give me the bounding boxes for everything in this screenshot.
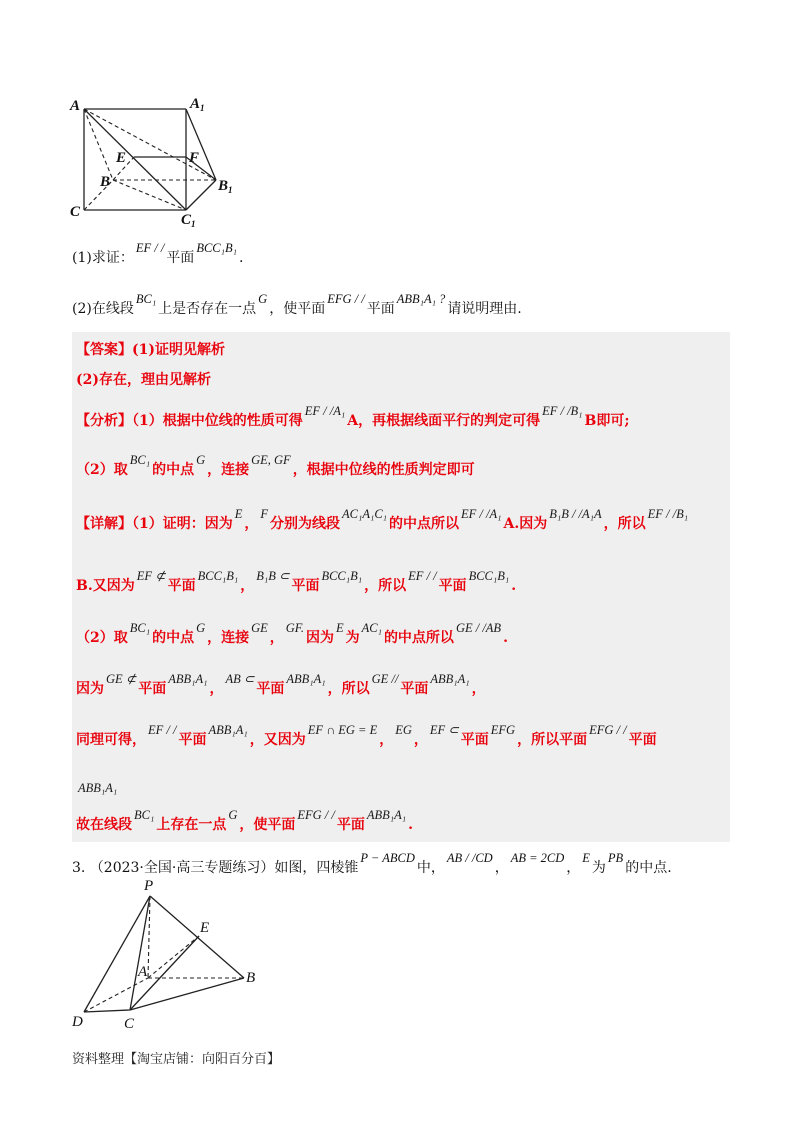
detail-6: ABB₁A₁ [78, 781, 118, 795]
label-E: E [116, 150, 127, 166]
pyramid-figure [66, 874, 276, 1034]
label-C: C [70, 204, 81, 220]
answer-line-1: 【答案】(1)证明见解析 [76, 342, 225, 358]
label-C2: C [124, 1016, 135, 1032]
label-P: P [144, 878, 154, 894]
label-B: B [100, 174, 111, 190]
label-D2: D [72, 1014, 83, 1030]
label-B1: $B_1$ [218, 178, 233, 195]
label-F: F [189, 150, 200, 166]
question-1: (1)求证：EF / /平面BCC₁B₁. [72, 241, 244, 266]
detail-7: 故在线段BC₁上存在一点G，使平面EFG / /平面ABB₁A₁. [76, 808, 413, 833]
label-E2: E [200, 920, 210, 936]
detail-3: （2）取BC₁的中点G，连接GE，GF.因为E为AC₁的中点所以GE / /AB. [76, 621, 508, 646]
label-A1: $A_1$ [190, 96, 205, 113]
footer-note: 资料整理【淘宝店铺：向阳百分百】 [72, 1052, 281, 1067]
analysis-1: 【分析】（1）根据中位线的性质可得EF / /A₁A，再根据线面平行的判定可得EF / /B₁B即可; [76, 404, 630, 429]
detail-1: 【详解】（1）证明：因为E，F分别为线段AC₁A₁C₁的中点所以EF / /A₁A.因为B₁B / /A₁A，所以EF / /B₁ [76, 507, 689, 532]
detail-4: 因为GE ⊄平面ABB₁A₁，AB ⊂平面ABB₁A₁，所以GE //平面ABB₁A₁， [76, 672, 486, 697]
answer-line-2: (2)存在，理由见解析 [76, 372, 211, 388]
question-3: 3. （2023·全国·高三专题练习）如图，四棱锥P − ABCD中，AB / /CD，AB = 2CD，E为PB的中点. [72, 851, 672, 876]
analysis-2: （2）取BC₁的中点G，连接GE, GF，根据中位线的性质判定即可 [76, 453, 475, 478]
question-2: (2)在线段BC₁上是否存在一点G，使平面EFG / /平面ABB₁A₁ ?请说明理由. [72, 292, 522, 317]
detail-5: 同理可得，EF / /平面ABB₁A₁，又因为EF ∩ EG = E，EG，EF ⊂平面EFG，所以平面EFG / /平面 [76, 723, 657, 748]
label-B2: B [246, 970, 256, 986]
label-A2: A [138, 964, 148, 980]
detail-2: B.又因为EF ⊄平面BCC₁B₁，B₁B ⊂平面BCC₁B₁，所以EF / /平面BCC₁B₁. [76, 569, 517, 594]
label-A: A [70, 98, 81, 114]
label-C1: $C_1$ [181, 212, 196, 229]
prism-figure [68, 92, 248, 232]
